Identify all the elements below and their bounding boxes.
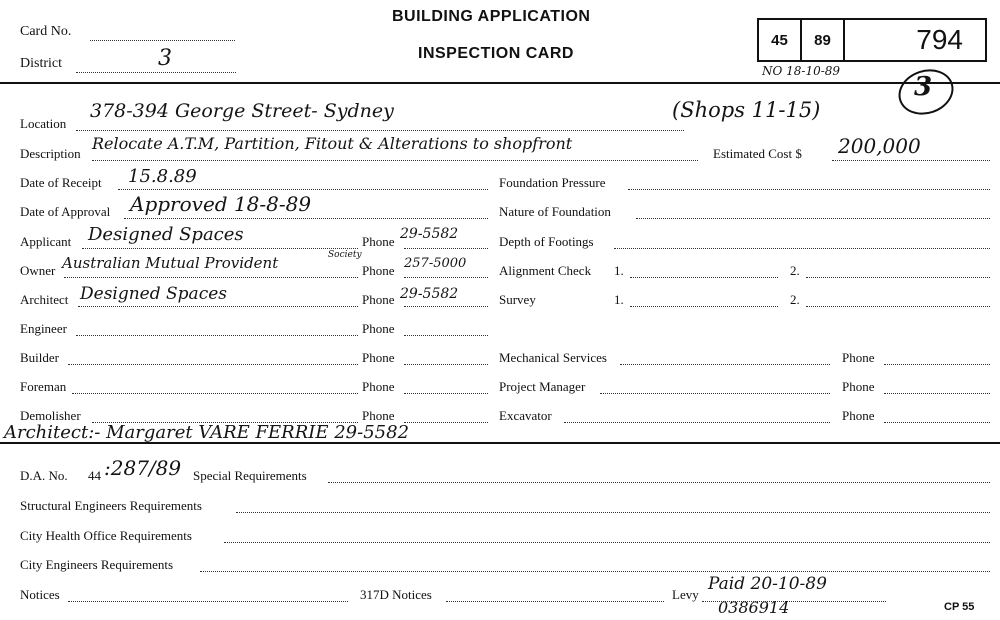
notices-label: Notices <box>20 587 60 602</box>
engineer-phone-line <box>404 335 488 336</box>
owner-line <box>64 277 358 278</box>
mechanical-services-line <box>620 364 830 365</box>
location-line <box>76 130 684 131</box>
owner-phone-label: Phone <box>362 263 395 278</box>
applicant-phone-label: Phone <box>362 234 395 249</box>
foreman-label: Foreman <box>20 379 67 394</box>
applicant-label: Applicant <box>20 234 72 249</box>
location-label: Location <box>20 116 67 131</box>
engineer-label: Engineer <box>20 321 67 336</box>
survey-num2: 2. <box>790 292 800 307</box>
location-extra: (Shops 11-15) <box>672 98 821 122</box>
description-label: Description <box>20 146 81 161</box>
project-manager-line <box>600 393 830 394</box>
owner-value: Australian Mutual Provident <box>62 254 279 272</box>
builder-phone-line <box>404 364 488 365</box>
builder-line <box>68 364 358 365</box>
structural-requirements-line <box>236 512 990 513</box>
header-divider <box>0 82 1000 84</box>
excavator-phone-line <box>884 422 990 423</box>
circled-mark: 3 <box>914 72 933 102</box>
date-of-receipt-label: Date of Receipt <box>20 175 102 190</box>
excavator-line <box>564 422 830 423</box>
applicant-phone: 29-5582 <box>400 226 459 242</box>
owner-society: Society <box>328 250 362 260</box>
date-of-approval-line <box>124 218 488 219</box>
survey-line1 <box>630 306 778 307</box>
applicant-value: Designed Spaces <box>88 224 244 245</box>
architect-phone-line <box>404 306 488 307</box>
card-code-box-1: 45 <box>757 18 802 62</box>
engineer-phone-label: Phone <box>362 321 395 336</box>
applicant-phone-line <box>404 248 488 249</box>
notices-317d-label: 317D Notices <box>360 587 432 602</box>
depth-of-footings-line <box>614 248 990 249</box>
description-value: Relocate A.T.M, Partition, Fitout & Alterations to shopfront <box>92 134 573 153</box>
notices-317d-line <box>446 601 664 602</box>
nature-of-foundation-label: Nature of Foundation <box>499 204 611 219</box>
card-no-label: Card No. <box>20 24 72 39</box>
foreman-line <box>72 393 358 394</box>
receipt-number: 0386914 <box>718 598 790 617</box>
health-requirements-line <box>224 542 990 543</box>
da-no-prefix: 44 <box>88 468 101 483</box>
special-requirements-line <box>328 482 990 483</box>
title-line2: INSPECTION CARD <box>418 45 574 62</box>
architect-phone: 29-5582 <box>400 286 459 302</box>
architect-phone-label: Phone <box>362 292 395 307</box>
mechanical-services-label: Mechanical Services <box>499 350 607 365</box>
owner-phone-line <box>404 277 488 278</box>
survey-num1: 1. <box>614 292 624 307</box>
middle-divider <box>0 442 1000 444</box>
architect-line <box>78 306 358 307</box>
owner-phone: 257-5000 <box>404 256 467 271</box>
title-line1: BUILDING APPLICATION <box>392 8 591 25</box>
date-of-approval-value: Approved 18-8-89 <box>130 192 312 216</box>
foreman-phone-line <box>404 393 488 394</box>
district-value: 3 <box>158 46 172 71</box>
project-manager-label: Project Manager <box>499 379 586 394</box>
mechanical-services-phone-line <box>884 364 990 365</box>
notices-line <box>68 601 348 602</box>
date-of-receipt-line <box>118 189 488 190</box>
demolisher-label: Demolisher <box>20 408 81 423</box>
excavator-label: Excavator <box>499 408 552 423</box>
health-requirements-label: City Health Office Requirements <box>20 528 192 543</box>
da-no-value: :287/89 <box>104 456 182 480</box>
survey-line2 <box>806 306 990 307</box>
architect-value: Designed Spaces <box>80 284 227 304</box>
foundation-pressure-line <box>628 189 990 190</box>
demolisher-phone-line <box>404 422 488 423</box>
depth-of-footings-label: Depth of Footings <box>499 234 594 249</box>
location-value: 378-394 George Street- Sydney <box>90 100 394 122</box>
owner-label: Owner <box>20 263 56 278</box>
excavator-phone-label: Phone <box>842 408 875 423</box>
district-label: District <box>20 56 62 71</box>
card-number-box: 794 <box>843 18 987 62</box>
city-engineers-line <box>200 571 990 572</box>
levy-label: Levy <box>672 587 699 602</box>
nature-of-foundation-line <box>636 218 990 219</box>
city-engineers-label: City Engineers Requirements <box>20 557 174 572</box>
survey-label: Survey <box>499 292 536 307</box>
builder-label: Builder <box>20 350 59 365</box>
alignment-check-line1 <box>630 277 778 278</box>
engineer-line <box>76 335 358 336</box>
note-below-box: NO 18-10-89 <box>762 64 841 78</box>
builder-phone-label: Phone <box>362 350 395 365</box>
foreman-phone-label: Phone <box>362 379 395 394</box>
district-line <box>76 72 236 73</box>
date-of-receipt-value: 15.8.89 <box>128 166 197 187</box>
card-code-box-2: 89 <box>800 18 845 62</box>
alignment-check-line2 <box>806 277 990 278</box>
da-no-label: D.A. No. <box>20 468 68 483</box>
levy-value: Paid 20-10-89 <box>708 574 827 594</box>
date-of-approval-label: Date of Approval <box>20 204 111 219</box>
mechanical-services-phone-label: Phone <box>842 350 875 365</box>
special-requirements-label: Special Requirements <box>193 468 307 483</box>
alignment-check-num2: 2. <box>790 263 800 278</box>
estimated-cost-value: 200,000 <box>838 134 921 158</box>
description-line <box>92 160 698 161</box>
alignment-check-num1: 1. <box>614 263 624 278</box>
form-code: CP 55 <box>944 601 975 613</box>
project-manager-phone-label: Phone <box>842 379 875 394</box>
card-no-line <box>90 40 235 41</box>
estimated-cost-line <box>832 160 990 161</box>
foundation-pressure-label: Foundation Pressure <box>499 175 606 190</box>
structural-requirements-label: Structural Engineers Requirements <box>20 498 202 513</box>
demolisher-phone-label: Phone <box>362 408 395 423</box>
project-manager-phone-line <box>884 393 990 394</box>
estimated-cost-label: Estimated Cost $ <box>713 146 802 161</box>
architect-note: Architect:- Margaret VARE FERRIE 29-5582 <box>4 422 410 443</box>
architect-label: Architect <box>20 292 69 307</box>
applicant-line <box>82 248 358 249</box>
alignment-check-label: Alignment Check <box>499 263 592 278</box>
